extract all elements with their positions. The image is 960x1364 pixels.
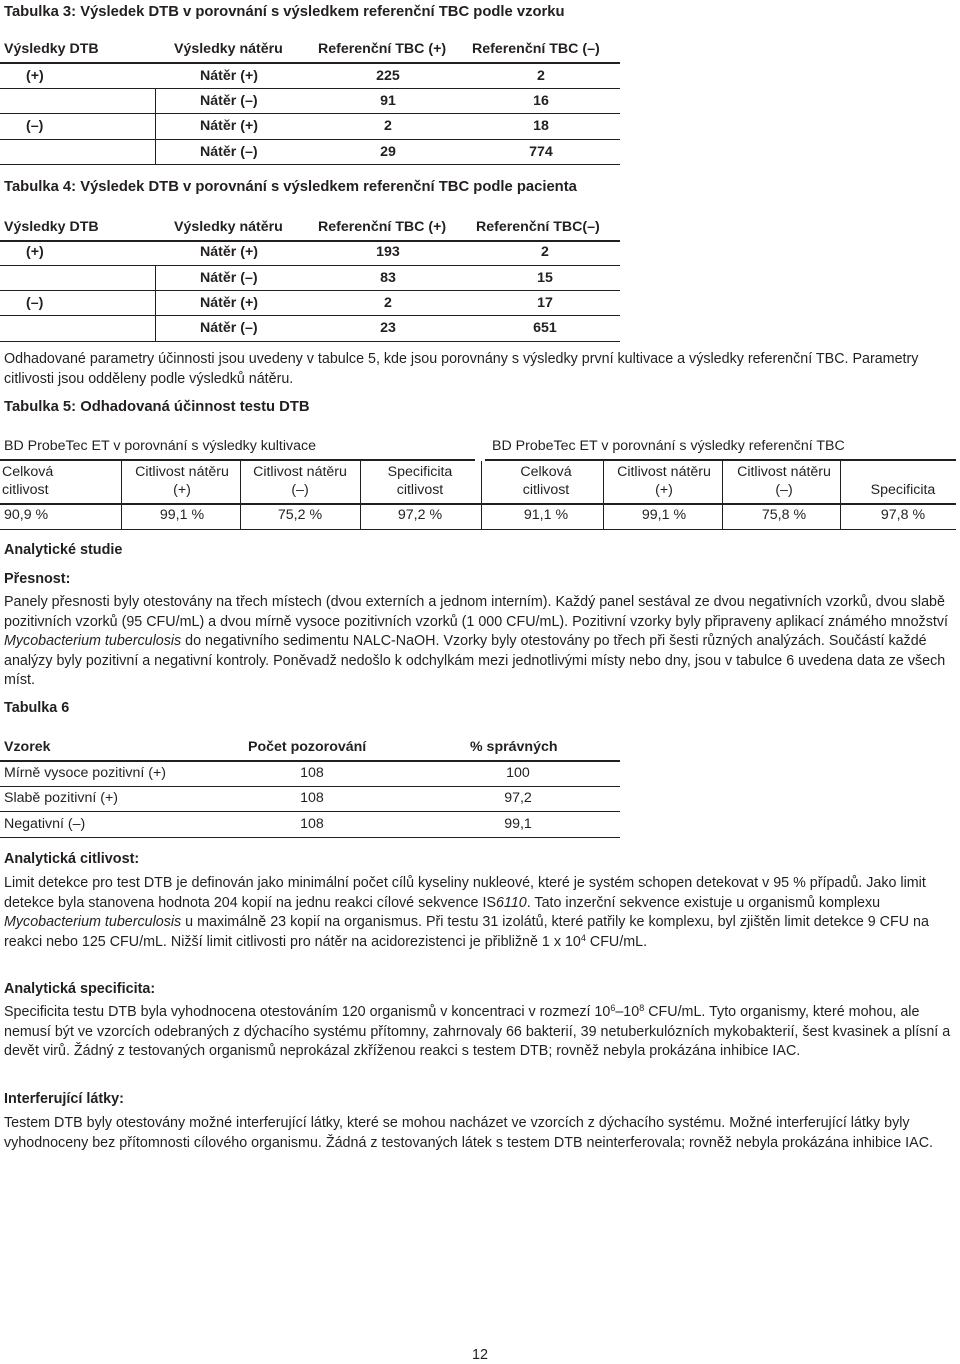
- table3-row-rule: [0, 164, 620, 165]
- table6-cell: Mírně vysoce pozitivní (+): [4, 765, 167, 781]
- table5-value: 97,8 %: [880, 507, 926, 523]
- table4-row-rule: [0, 341, 620, 342]
- table4-header-ref-neg: Referenční TBC(–): [476, 219, 600, 235]
- table6-cell: 108: [300, 765, 324, 781]
- table5-header: Specificita: [870, 482, 936, 498]
- specificity-paragraph: Specificita testu DTB byla vyhodnocena otestováním 120 organismů v koncentraci v rozmezí $10^6-10^8$ CFU/mL. Tyto organismy, které mohou, ale nemusí být ve vzorcích odebraných z dýchacího systému přítomny, zahrnovaly 66 bakterií, 39 netuberkulózních mykobakterií, šest kvasinek a plísní a devět virů. Žádný z testovaných organismů neprokázal zkříženou reakci s testem DTB; rovněž nebyla prokázána inhibice IAC.: [4, 1003, 951, 1060]
- table5-title: Tabulka 5: Odhadovaná účinnost testu DTB: [4, 399, 310, 415]
- table5-value: 91,1 %: [523, 507, 569, 523]
- table5-group-rule-left: [0, 459, 475, 461]
- table6-row-rule: [0, 837, 620, 838]
- table4-row-rule: [0, 265, 620, 266]
- table5-header: Citlivost nátěru (+): [617, 464, 711, 498]
- table6-cell: 108: [300, 790, 324, 806]
- precision-paragraph: Panely přesnosti byly otestovány na třech místech (dvou externích a jednom interním). Každý panel sestával ze dvou negativních vzorků, dvou slabě pozitivních vzorků (95 CFU/mL) a dvou mírně vysoce pozitivních vzorků (1 000 CFU/mL). Pozitivní vzorky byly připraveny aplikací známého množství Mycobacterium tuberculosis do negativního sedimentu NALC-NaOH. Vzorky byly otestovány po třech při šesti různých analýzách. Součástí každé analýzy byly pozitivní a negativní kontroly. Poněvadž nedošlo k odchylkám mezi jednotlivými místy nebo dny, jsou v tabulce 6 uvedena data ze všech míst.: [4, 594, 948, 689]
- section-heading-precision: Přesnost:: [4, 571, 71, 587]
- table5-header: Celková citlivost: [520, 464, 572, 498]
- table6-cell: 108: [300, 816, 324, 832]
- table3-cell: 18: [533, 118, 549, 134]
- table3-header-smear: Výsledky nátěru: [174, 41, 283, 57]
- table4-cell: 17: [537, 295, 553, 311]
- table5-value: 99,1 %: [641, 507, 687, 523]
- table5-header-rule: [0, 503, 956, 505]
- table4-cell: Nátěr (+): [200, 295, 258, 311]
- table4-header-smear: Výsledky nátěru: [174, 219, 283, 235]
- table4-header-ref-pos: Referenční TBC (+): [318, 219, 447, 235]
- table4-cell: (–): [26, 295, 44, 311]
- table4-cell: 193: [376, 244, 400, 260]
- table4-title: Tabulka 4: Výsledek DTB v porovnání s výsledkem referenční TBC podle pacienta: [4, 179, 577, 195]
- table5-value: 75,8 %: [761, 507, 807, 523]
- table6-cell: Slabě pozitivní (+): [4, 790, 118, 806]
- table3-cell: 2: [384, 118, 392, 134]
- sensitivity-paragraph: Limit detekce pro test DTB je definován jako minimální počet cílů kyseliny nukleové, které je systém schopen detekovat v 95 % případů. Jako limit detekce byla stanovena hodnota 204 kopií na jednu reakci cílové sekvence IS6110. Tato inzerční sekvence existuje u organismů komplexu Mycobacterium tuberculosis u maximálně 23 kopií na organismus. Při testu 31 izolátů, které patřily ke komplexu, byl zjištěn limit detekce 9 CFU na reakci nebo 125 CFU/mL. Nižší limit citlivosti pro nátěr na acidorezistenci je přibližně 1 x $10^4$ CFU/mL.: [4, 875, 929, 950]
- table6-title: Tabulka 6: [4, 700, 70, 716]
- table4-divider: [155, 265, 156, 341]
- table4-cell: (+): [26, 244, 44, 260]
- table5-group-rule-right: [485, 459, 956, 461]
- table3-row-rule: [0, 113, 620, 114]
- table4-row-rule: [0, 315, 620, 316]
- table3-header-dtb: Výsledky DTB: [4, 41, 99, 57]
- table3-cell: 29: [380, 144, 396, 160]
- table4-cell: 23: [380, 320, 396, 336]
- table4-header-dtb: Výsledky DTB: [4, 219, 99, 235]
- table3-cell: Nátěr (–): [200, 93, 258, 109]
- table4-cell: Nátěr (–): [200, 270, 258, 286]
- table3-header-ref-neg: Referenční TBC (–): [472, 41, 600, 57]
- table4-cell: 2: [384, 295, 392, 311]
- section-heading-analytical-studies: Analytické studie: [4, 542, 123, 558]
- table3-row-rule: [0, 88, 620, 89]
- section-heading-sensitivity: Analytická citlivost:: [4, 851, 140, 867]
- table5-value: 99,1 %: [159, 507, 205, 523]
- table5-value-overall-culture: 90,9 %: [4, 507, 49, 523]
- interfering-paragraph: Testem DTB byly otestovány možné interferující látky, které se mohou nacházet ve vzorcích z dýchacího systému. Možné interferující látky byly vyhodnoceny bez přítomnosti cílového organismu. Žádná z testovaných látek s testem DTB neinterferovala; rovněž nebyla prokázána inhibice IAC.: [4, 1115, 933, 1151]
- intro-paragraph: Odhadované parametry účinnosti jsou uvedeny v tabulce 5, kde jsou porovnány s výsledky první kultivace a výsledky referenční TBC. Parametry citlivosti jsou odděleny podle výsledků nátěru.: [4, 351, 919, 387]
- table5-group-culture: BD ProbeTec ET v porovnání s výsledky kultivace: [4, 438, 316, 454]
- table5-value: 97,2 %: [397, 507, 443, 523]
- table4-cell: 651: [533, 320, 557, 336]
- table6-header-count: Počet pozorování: [248, 739, 367, 755]
- table5-bottom-rule: [0, 529, 956, 530]
- table4-cell: 83: [380, 270, 396, 286]
- table5-group-reference: BD ProbeTec ET v porovnání s výsledky referenční TBC: [492, 438, 845, 454]
- table5-value: 75,2 %: [277, 507, 323, 523]
- table3-cell: (+): [26, 68, 44, 84]
- table5-header: Celková citlivost: [2, 464, 54, 498]
- table3-divider: [155, 88, 156, 164]
- table3-header-ref-pos: Referenční TBC (+): [318, 41, 447, 57]
- table3-cell: 91: [380, 93, 396, 109]
- table3-cell: 225: [376, 68, 400, 84]
- table3-cell: 2: [537, 68, 545, 84]
- table6-cell: 97,2: [504, 790, 532, 806]
- table5-header: Citlivost nátěru (–): [253, 464, 347, 498]
- section-heading-interfering: Interferující látky:: [4, 1091, 124, 1107]
- table6-header-correct: % správných: [470, 739, 558, 755]
- page-number: 12: [471, 1347, 488, 1363]
- table4-cell: Nátěr (+): [200, 244, 258, 260]
- table5-divider: [481, 461, 482, 529]
- table6-header-rule: [0, 760, 620, 762]
- table5-header: Citlivost nátěru (–): [737, 464, 831, 498]
- table3-title: Tabulka 3: Výsledek DTB v porovnání s výsledkem referenční TBC podle vzorku: [4, 4, 565, 20]
- table3-cell: Nátěr (+): [200, 118, 258, 134]
- table5-header: Specificita citlivost: [387, 464, 453, 498]
- section-heading-specificity: Analytická specificita:: [4, 981, 156, 997]
- table3-cell: 774: [529, 144, 553, 160]
- table3-header-rule: [0, 62, 620, 64]
- table3-cell: (–): [26, 118, 44, 134]
- table6-row-rule: [0, 786, 620, 787]
- table4-header-rule: [0, 240, 620, 242]
- table6-row-rule: [0, 811, 620, 812]
- table3-row-rule: [0, 139, 620, 140]
- table6-cell: Negativní (–): [4, 816, 86, 832]
- table4-row-rule: [0, 290, 620, 291]
- table6-header-sample: Vzorek: [4, 739, 51, 755]
- table4-cell: Nátěr (–): [200, 320, 258, 336]
- table5-header: Citlivost nátěru (+): [135, 464, 229, 498]
- table6-cell: 99,1: [504, 816, 532, 832]
- table6-cell: 100: [506, 765, 530, 781]
- table4-cell: 15: [537, 270, 553, 286]
- table3-cell: Nátěr (+): [200, 68, 258, 84]
- table3-cell: Nátěr (–): [200, 144, 258, 160]
- table3-cell: 16: [533, 93, 549, 109]
- table4-cell: 2: [541, 244, 549, 260]
